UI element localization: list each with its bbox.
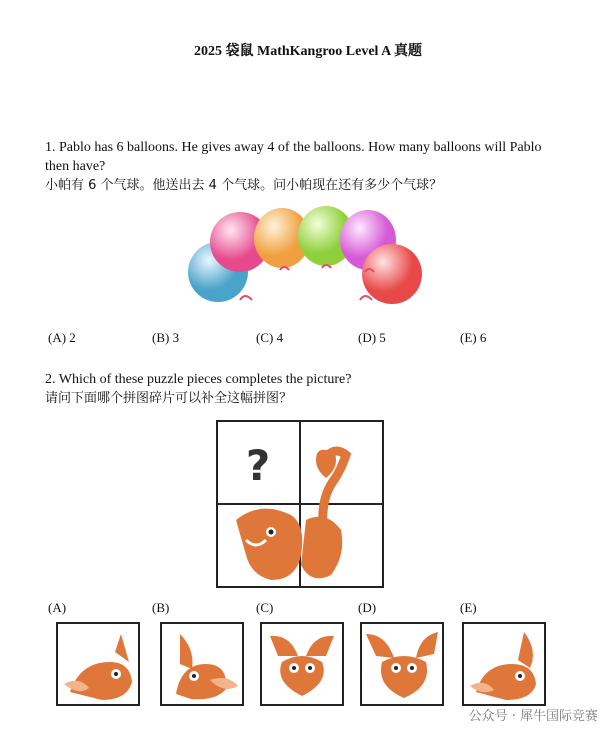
- puzzle-picture: [216, 420, 384, 588]
- choice-c[interactable]: (C): [256, 600, 274, 615]
- choice-b[interactable]: (B): [152, 600, 170, 615]
- choice-d[interactable]: (D) 5: [358, 330, 386, 345]
- choice-b[interactable]: (B) 3: [152, 330, 180, 345]
- question-2: [45, 370, 565, 408]
- puzzle-piece-b[interactable]: [160, 622, 244, 706]
- question-2-chinese: 请问下面哪个拼图碎片可以补全这幅拼图？: [45, 391, 293, 406]
- choice-d[interactable]: (D): [358, 600, 377, 615]
- choice-a[interactable]: (A): [48, 600, 67, 615]
- balloon: [362, 244, 422, 304]
- page-title: 2025 袋鼠 MathKangroo Level A 真题: [193, 44, 423, 59]
- question-mark: ?: [245, 441, 271, 490]
- question-1-english: 1. Pablo has 6 balloons. He gives away 4 of the balloons. How many balloons will Pablo then have?: [45, 140, 542, 174]
- question-2-english: 2. Which of these puzzle pieces completes the picture?: [45, 372, 352, 387]
- puzzle-piece-e[interactable]: [462, 622, 546, 706]
- question-1: [45, 138, 565, 195]
- question-1-chinese: 小帕有 6 个气球。他送出去 4 个气球。问小帕现在还有多少个气球？: [45, 178, 443, 193]
- puzzle-piece-c[interactable]: [260, 622, 344, 706]
- puzzle-piece-a[interactable]: [56, 622, 140, 706]
- balloons-illustration: [180, 200, 430, 310]
- choice-a[interactable]: (A) 2: [48, 330, 76, 345]
- puzzle-piece-d[interactable]: [360, 622, 444, 706]
- choice-c[interactable]: (C) 4: [256, 330, 284, 345]
- choice-e[interactable]: (E): [460, 600, 477, 615]
- choice-e[interactable]: (E) 6: [460, 330, 487, 345]
- watermark-footer: 公众号 · 犀牛国际竞赛: [468, 709, 598, 724]
